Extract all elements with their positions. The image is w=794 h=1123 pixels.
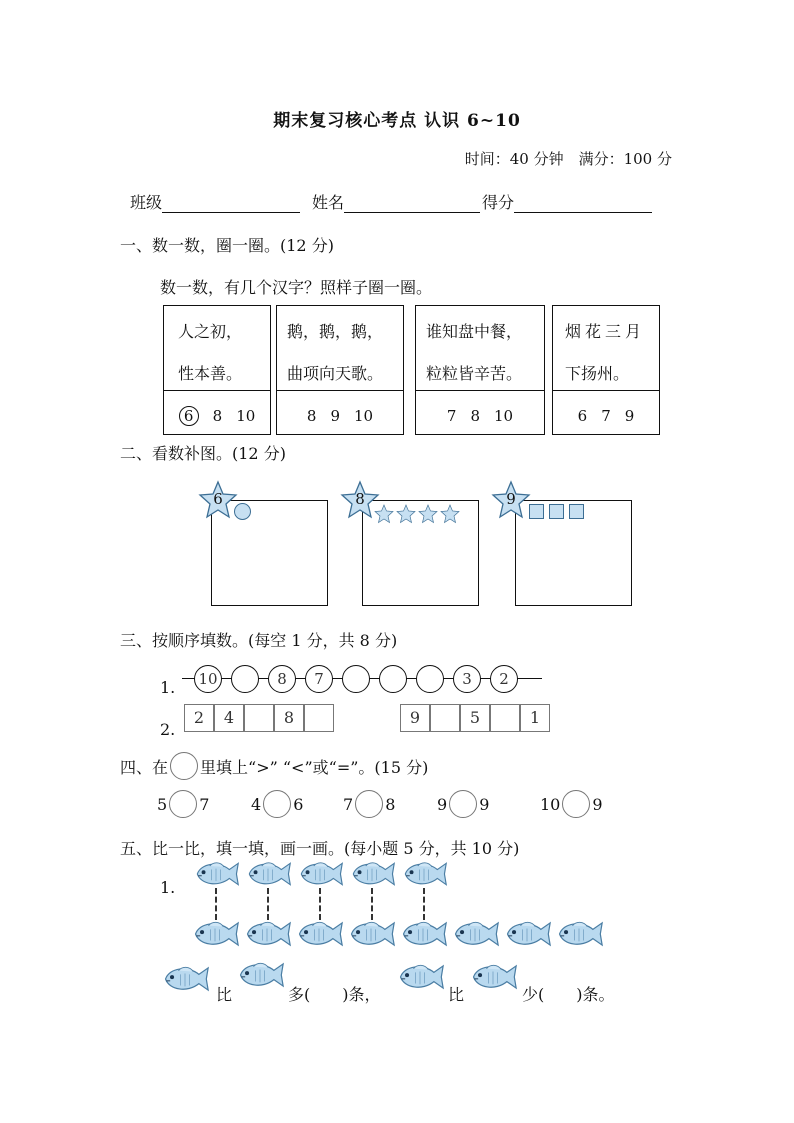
fish-icon [294, 917, 344, 951]
circle-shape-icon [234, 503, 251, 520]
sample-circle-icon [170, 752, 198, 780]
question-label: 1. [160, 878, 176, 897]
small-star-icon [396, 504, 416, 524]
class-field[interactable] [162, 194, 300, 213]
question-label: 1. [160, 678, 176, 697]
sequence-circle[interactable]: 10 [194, 665, 222, 693]
poem-line: 性本善。 [178, 364, 243, 383]
small-star-icon [418, 504, 438, 524]
score-field[interactable] [514, 194, 652, 213]
compare-left: 10 [540, 794, 561, 814]
compare-word: 比 [216, 985, 233, 1004]
sequence-circle[interactable] [231, 665, 259, 693]
fewer-blank[interactable]: 少( )条。 [522, 985, 615, 1004]
matching-line [215, 888, 217, 920]
fish-icon [400, 858, 448, 890]
circled-answer: 6 [179, 406, 199, 426]
sequence-cell[interactable] [244, 704, 274, 732]
heading-suffix: 里填上“>” “<”或“=”。(15 分) [200, 757, 429, 777]
sequence-circle[interactable] [416, 665, 444, 693]
compare-right: 6 [293, 794, 304, 814]
sequence-circle[interactable] [379, 665, 407, 693]
score-label: 得分 [482, 193, 515, 212]
more-blank[interactable]: 多( )条， [288, 985, 381, 1004]
compare-right: 8 [385, 794, 396, 814]
option-number[interactable]: 9 [624, 407, 635, 425]
option-number[interactable]: 7 [601, 407, 611, 425]
sequence-circle[interactable]: 8 [268, 665, 296, 693]
compare-answer-circle[interactable] [263, 790, 291, 818]
compare-item [343, 790, 395, 818]
square-shape-icon [569, 504, 584, 519]
matching-line [371, 888, 373, 920]
sequence-cell[interactable]: 5 [460, 704, 490, 732]
poem-line: 人之初， [178, 322, 243, 341]
fish-icon [502, 917, 552, 951]
heading-prefix: 四、在 [120, 757, 169, 777]
poem-line: 鹅，鹅，鹅， [287, 322, 384, 341]
compare-item [540, 790, 603, 818]
fish-icon [192, 858, 240, 890]
fish-icon [398, 917, 448, 951]
compare-right: 7 [199, 794, 210, 814]
option-number[interactable]: 10 [354, 407, 374, 425]
sequence-circle[interactable]: 7 [305, 665, 333, 693]
section-4-heading [120, 752, 428, 780]
fish-icon [190, 917, 240, 951]
option-number[interactable]: 8 [212, 407, 223, 425]
fish-icon [296, 858, 344, 890]
poem-line: 谁知盘中餐， [426, 322, 523, 341]
option-number[interactable]: 10 [494, 407, 514, 425]
name-field[interactable] [344, 194, 480, 213]
compare-item [157, 790, 209, 818]
sequence-cell[interactable] [490, 704, 520, 732]
sequence-cell[interactable] [304, 704, 334, 732]
option-number[interactable]: 9 [330, 407, 340, 425]
compare-answer-circle[interactable] [562, 790, 590, 818]
compare-answer-circle[interactable] [449, 790, 477, 818]
poem-line: 粒粒皆辛苦。 [426, 364, 523, 383]
compare-item [437, 790, 489, 818]
section-2-heading: 二、看数补图。(12 分) [120, 444, 286, 463]
fish-icon [160, 962, 210, 996]
compare-right: 9 [592, 794, 603, 814]
poem-line: 下扬州。 [565, 364, 630, 383]
compare-word: 比 [448, 985, 465, 1004]
poem-box-3 [415, 305, 545, 435]
small-star-icon [440, 504, 460, 524]
poem-box-2 [276, 305, 404, 435]
sequence-circle[interactable]: 2 [490, 665, 518, 693]
option-number[interactable]: 8 [306, 407, 317, 425]
class-label: 班级 [130, 193, 163, 212]
fish-icon [395, 960, 445, 994]
matching-line [319, 888, 321, 920]
fish-icon [450, 917, 500, 951]
compare-left: 5 [157, 794, 168, 814]
option-number[interactable]: 10 [236, 407, 256, 425]
fish-icon [242, 917, 292, 951]
square-shape-icon [549, 504, 564, 519]
star-number: 6 [213, 490, 223, 508]
sequence-cell[interactable]: 1 [520, 704, 550, 732]
fish-icon [244, 858, 292, 890]
option-number[interactable]: 8 [470, 407, 480, 425]
question-label: 2. [160, 720, 176, 739]
name-label: 姓名 [312, 193, 345, 212]
sequence-circle[interactable]: 3 [453, 665, 481, 693]
sequence-circle[interactable] [342, 665, 370, 693]
page-title: 期末复习核心考点 认识 6~10 [273, 111, 521, 131]
compare-item [251, 790, 303, 818]
exam-meta: 时间：40 分钟 满分：100 分 [464, 150, 672, 168]
fish-icon [348, 858, 396, 890]
compare-left: 7 [343, 794, 354, 814]
option-number[interactable]: 7 [446, 407, 457, 425]
matching-line [267, 888, 269, 920]
fish-icon [346, 917, 396, 951]
matching-line [423, 888, 425, 920]
section-3-heading: 三、按顺序填数。(每空 1 分，共 8 分) [120, 631, 398, 650]
poem-box-1 [163, 305, 271, 435]
compare-right: 9 [479, 794, 490, 814]
compare-answer-circle[interactable] [355, 790, 383, 818]
section-1-heading: 一、数一数，圈一圈。(12 分) [120, 236, 334, 255]
sequence-cell[interactable]: 9 [400, 704, 430, 732]
star-number-icon [198, 480, 238, 520]
star-number-icon [491, 480, 531, 520]
section-1-instruction: 数一数，有几个汉字？照样子圈一圈。 [160, 278, 433, 297]
poem-box-4 [552, 305, 660, 435]
student-info-row [130, 190, 660, 213]
compare-answer-circle[interactable] [169, 790, 197, 818]
sequence-cell[interactable]: 2 [184, 704, 214, 732]
compare-left: 9 [437, 794, 448, 814]
fish-icon [468, 960, 518, 994]
fish-icon [554, 917, 604, 951]
star-number: 8 [355, 490, 365, 508]
sequence-cell[interactable]: 8 [274, 704, 304, 732]
sequence-cell[interactable] [430, 704, 460, 732]
square-shape-icon [529, 504, 544, 519]
fish-icon [235, 958, 285, 992]
star-number: 9 [506, 490, 516, 508]
small-star-icon [374, 504, 394, 524]
option-number[interactable]: 6 [577, 407, 588, 425]
number-sequence-1 [182, 663, 542, 695]
section-5-heading: 五、比一比，填一填，画一画。(每小题 5 分，共 10 分) [120, 839, 520, 858]
poem-line: 曲项向天歌。 [287, 364, 384, 383]
poem-line: 烟花三月 [565, 322, 646, 341]
sequence-cell[interactable]: 4 [214, 704, 244, 732]
compare-left: 4 [251, 794, 262, 814]
